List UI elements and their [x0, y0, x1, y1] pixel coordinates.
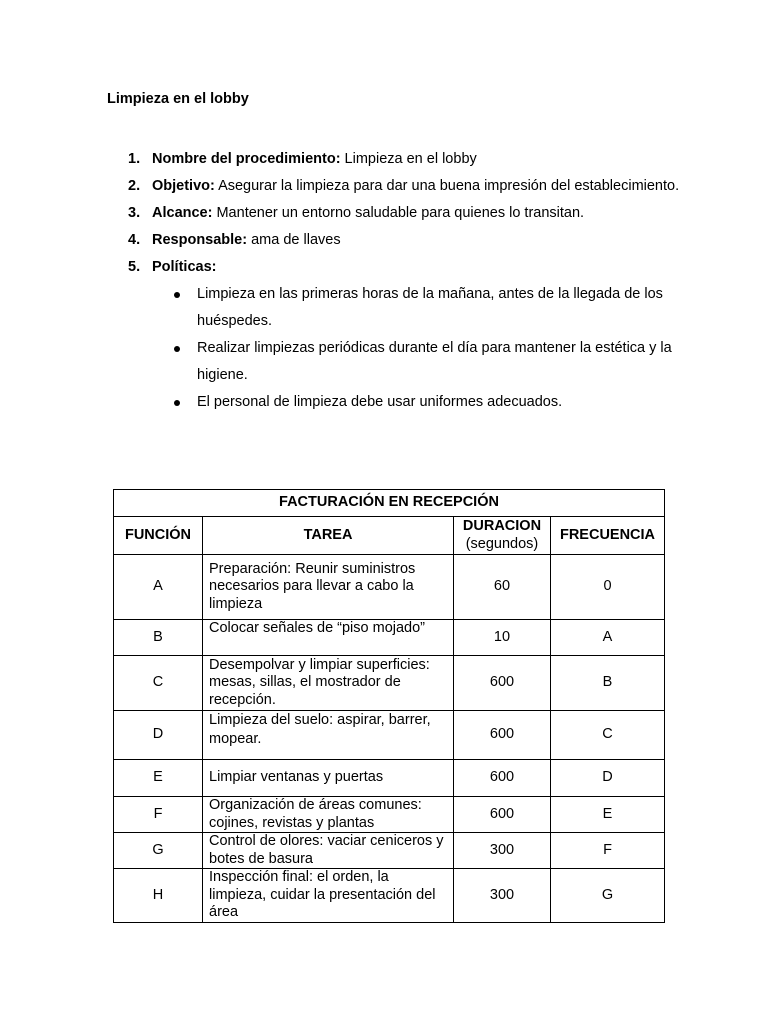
item-text: ama de llaves: [247, 232, 341, 248]
table-row: [114, 656, 665, 711]
item-text: Asegurar la limpieza para dar una buena impresión del establecimiento.: [214, 178, 680, 194]
cell-tarea: Inspección final: el orden, la limpieza, cuidar la presentación del área: [203, 869, 454, 923]
item-key: Nombre del procedimiento:: [152, 151, 341, 167]
list-item-alcance: [107, 200, 687, 227]
cell-tarea: Desempolvar y limpiar superficies: mesas, sillas, el mostrador de recepción.: [203, 656, 454, 711]
table-row: [114, 797, 665, 833]
cell-duracion: 600: [454, 711, 551, 760]
policy-text: Realizar limpiezas periódicas durante el día para mantener la estética y la higiene.: [197, 340, 672, 383]
item-number: 3.: [128, 205, 141, 221]
policy-item: [152, 281, 687, 335]
document-title: Limpieza en el lobby: [107, 91, 249, 107]
cell-duracion: 300: [454, 869, 551, 923]
procedure-table: [113, 489, 665, 923]
item-number: 2.: [128, 178, 141, 194]
cell-frecuencia: D: [551, 760, 665, 797]
table-row: [114, 711, 665, 760]
item-number: 5.: [128, 259, 141, 275]
table-row: [114, 869, 665, 923]
table-header-row: [114, 517, 665, 555]
item-number: 4.: [128, 232, 141, 248]
cell-funcion: B: [114, 620, 203, 656]
cell-tarea: Colocar señales de “piso mojado”: [203, 620, 454, 656]
cell-funcion: F: [114, 797, 203, 833]
cell-duracion: 600: [454, 656, 551, 711]
item-key: Responsable:: [152, 232, 248, 248]
cell-frecuencia: C: [551, 711, 665, 760]
cell-duracion: 600: [454, 760, 551, 797]
cell-duracion: 300: [454, 833, 551, 869]
item-text: Limpieza en el lobby: [340, 151, 477, 167]
header-duracion-unit: (segundos): [465, 535, 539, 552]
list-item-nombre: [107, 146, 687, 173]
header-funcion: FUNCIÓN: [114, 517, 203, 555]
cell-tarea: Preparación: Reunir suministros necesarios para llevar a cabo la limpieza: [203, 555, 454, 620]
bullet-icon: [174, 346, 180, 352]
item-key: Alcance:: [152, 205, 213, 221]
table-row: [114, 833, 665, 869]
cell-tarea: Control de olores: vaciar ceniceros y botes de basura: [203, 833, 454, 869]
item-key: Objetivo:: [152, 178, 215, 194]
cell-frecuencia: 0: [551, 555, 665, 620]
policy-text: El personal de limpieza debe usar uniformes adecuados.: [197, 394, 563, 410]
policy-text: Limpieza en las primeras horas de la mañana, antes de la llegada de los huéspedes.: [197, 286, 663, 329]
cell-tarea: Limpiar ventanas y puertas: [203, 760, 454, 797]
list-item-responsable: [107, 227, 687, 254]
list-item-politicas: [107, 254, 687, 416]
cell-funcion: D: [114, 711, 203, 760]
cell-funcion: G: [114, 833, 203, 869]
cell-duracion: 10: [454, 620, 551, 656]
table-row: [114, 760, 665, 797]
cell-frecuencia: E: [551, 797, 665, 833]
header-tarea: TAREA: [203, 517, 454, 555]
cell-duracion: 60: [454, 555, 551, 620]
header-duracion: [454, 517, 551, 555]
header-duracion-label: DURACION: [462, 518, 542, 534]
bullet-icon: [174, 292, 180, 298]
list-item-objetivo: [107, 173, 687, 200]
cell-tarea: Organización de áreas comunes: cojines, revistas y plantas: [203, 797, 454, 833]
cell-funcion: C: [114, 656, 203, 711]
table-row: [114, 620, 665, 656]
header-frecuencia: FRECUENCIA: [551, 517, 665, 555]
cell-frecuencia: F: [551, 833, 665, 869]
item-key: Políticas:: [152, 259, 217, 275]
policy-item: [152, 335, 687, 389]
cell-frecuencia: G: [551, 869, 665, 923]
policy-item: [152, 389, 687, 416]
procedure-list: [107, 146, 687, 416]
cell-tarea: Limpieza del suelo: aspirar, barrer, mopear.: [203, 711, 454, 760]
cell-funcion: H: [114, 869, 203, 923]
item-text: Mantener un entorno saludable para quienes lo transitan.: [212, 205, 585, 221]
item-number: 1.: [128, 151, 141, 167]
table-row: [114, 555, 665, 620]
table-title: FACTURACIÓN EN RECEPCIÓN: [114, 490, 665, 517]
cell-frecuencia: A: [551, 620, 665, 656]
cell-funcion: E: [114, 760, 203, 797]
cell-duracion: 600: [454, 797, 551, 833]
cell-funcion: A: [114, 555, 203, 620]
policies-list: [152, 281, 687, 416]
bullet-icon: [174, 400, 180, 406]
cell-frecuencia: B: [551, 656, 665, 711]
